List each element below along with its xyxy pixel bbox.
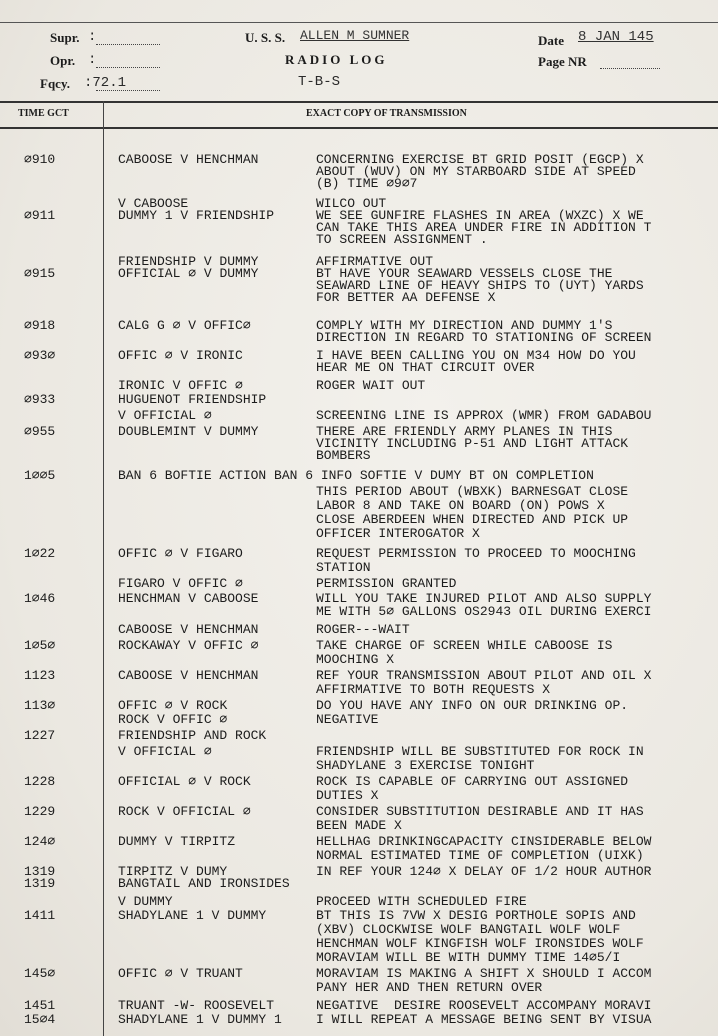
log-message: ROGER WAIT OUT xyxy=(316,378,426,393)
log-callsign: BAN 6 BOFTIE ACTION BAN 6 INFO SOFTIE V DUMY BT ON COMPLETION xyxy=(118,468,594,483)
log-callsign: OFFICIAL ∅ V ROCK xyxy=(118,774,251,789)
log-time: 113∅ xyxy=(24,698,56,713)
log-message: CONCERNING EXERCISE BT GRID POSIT (EGCP) X xyxy=(316,152,644,167)
opr-label: Opr. xyxy=(50,53,76,68)
log-message: PERMISSION GRANTED xyxy=(316,576,457,591)
log-message: MORAVIAM WILL BE WITH DUMMY TIME 14∅5/I xyxy=(316,950,621,965)
log-message: HEAR ME ON THAT CIRCUIT OVER xyxy=(316,360,535,375)
log-message: WE SEE GUNFIRE FLASHES IN AREA (WXZC) X WE xyxy=(316,208,644,223)
log-callsign: ROCK V OFFICIAL ∅ xyxy=(118,804,251,819)
log-time: ∅955 xyxy=(24,424,56,439)
log-time: 1∅5∅ xyxy=(24,638,56,653)
log-callsign: CALG G ∅ V OFFIC∅ xyxy=(118,318,251,333)
log-time: 1229 xyxy=(24,804,56,819)
column-header-top-rule xyxy=(0,101,718,103)
log-message: NORMAL ESTIMATED TIME OF COMPLETION (UIXK) xyxy=(316,848,644,863)
log-message: CAN TAKE THIS AREA UNDER FIRE IN ADDITION T xyxy=(316,220,652,235)
uss-label: U. S. S. xyxy=(245,30,286,45)
log-message: PROCEED WITH SCHEDULED FIRE xyxy=(316,894,527,909)
log-time: 1∅22 xyxy=(24,546,56,561)
time-column-header: TIME GCT xyxy=(18,108,69,119)
log-callsign: OFFIC ∅ V IRONIC xyxy=(118,348,243,363)
time-column-divider xyxy=(103,101,104,1036)
supr-line xyxy=(96,32,160,45)
log-message: REQUEST PERMISSION TO PROCEED TO MOOCHING xyxy=(316,546,636,561)
log-message: BT HAVE YOUR SEAWARD VESSELS CLOSE THE xyxy=(316,266,613,281)
log-message: MORAVIAM IS MAKING A SHIFT X SHOULD I ACCOM xyxy=(316,966,652,981)
date-value: 8 JAN 145 xyxy=(578,29,654,45)
log-message: BEEN MADE X xyxy=(316,818,402,833)
log-message: AFFIRMATIVE OUT xyxy=(316,254,434,269)
log-message: VICINITY INCLUDING P-51 AND LIGHT ATTACK xyxy=(316,436,629,451)
log-callsign: TIRPITZ V DUMY xyxy=(118,864,228,879)
log-message: HELLHAG DRINKINGCAPACITY CINSIDERABLE BELOW xyxy=(316,834,652,849)
log-message: IN REF YOUR 124∅ X DELAY OF 1/2 HOUR AUTHOR xyxy=(316,864,652,879)
log-callsign: OFFIC ∅ V TRUANT xyxy=(118,966,243,981)
log-time: ∅933 xyxy=(24,392,56,407)
log-callsign: FRIENDSHIP V DUMMY xyxy=(118,254,259,269)
log-callsign: ROCK V OFFIC ∅ xyxy=(118,712,228,727)
log-time: ∅918 xyxy=(24,318,56,333)
log-message: TAKE CHARGE OF SCREEN WHILE CABOOSE IS xyxy=(316,638,613,653)
log-callsign: OFFIC ∅ V ROCK xyxy=(118,698,228,713)
log-message: I HAVE BEEN CALLING YOU ON M34 HOW DO YOU xyxy=(316,348,636,363)
log-message: REF YOUR TRANSMISSION ABOUT PILOT AND OIL X xyxy=(316,668,652,683)
log-callsign: V OFFICIAL ∅ xyxy=(118,408,212,423)
log-message: STATION xyxy=(316,560,371,575)
log-callsign: TRUANT -W- ROOSEVELT xyxy=(118,998,275,1013)
log-message: ROCK IS CAPABLE OF CARRYING OUT ASSIGNED xyxy=(316,774,629,789)
opr-line xyxy=(96,55,160,68)
log-time: ∅915 xyxy=(24,266,56,281)
log-message: SEAWARD LINE OF HEAVY SHIPS TO (UYT) YARDS xyxy=(316,278,644,293)
log-callsign: HUGUENOT FRIENDSHIP xyxy=(118,392,267,407)
log-callsign: SHADYLANE 1 V DUMMY xyxy=(118,908,267,923)
log-message: FRIENDSHIP WILL BE SUBSTITUTED FOR ROCK IN xyxy=(316,744,644,759)
log-callsign: DUMMY 1 V FRIENDSHIP xyxy=(118,208,275,223)
log-time: 1319 xyxy=(24,864,56,879)
log-callsign: SHADYLANE 1 V DUMMY 1 xyxy=(118,1012,282,1027)
log-time: 1∅∅5 xyxy=(24,468,56,483)
fqcy-label: Fqcy. xyxy=(40,76,70,91)
log-message: THIS PERIOD ABOUT (WBXK) BARNESGAT CLOSE xyxy=(316,484,629,499)
log-time: ∅910 xyxy=(24,152,56,167)
log-message: BOMBERS xyxy=(316,448,371,463)
log-time: 1319 xyxy=(24,876,56,891)
log-callsign: CABOOSE V HENCHMAN xyxy=(118,152,259,167)
log-time: 1∅46 xyxy=(24,591,56,606)
fqcy-line xyxy=(96,78,160,91)
log-message: DIRECTION IN REGARD TO STATIONING OF SCREEN xyxy=(316,330,652,345)
log-callsign: V CABOOSE xyxy=(118,196,189,211)
transmission-column-header: EXACT COPY OF TRANSMISSION xyxy=(306,108,467,119)
log-callsign: OFFICIAL ∅ V DUMMY xyxy=(118,266,259,281)
log-title: RADIO LOG xyxy=(285,52,388,67)
column-header-bottom-rule xyxy=(0,127,718,129)
log-message: ABOUT (WUV) ON MY STARBOARD SIDE AT SPEED xyxy=(316,164,636,179)
page-label: Page NR xyxy=(538,54,587,69)
log-time: ∅911 xyxy=(24,208,56,223)
date-label: Date xyxy=(538,33,564,48)
log-callsign: DUMMY V TIRPITZ xyxy=(118,834,236,849)
log-callsign: V OFFICIAL ∅ xyxy=(118,744,212,759)
log-message: HENCHMAN WOLF KINGFISH WOLF IRONSIDES WOLF xyxy=(316,936,644,951)
log-message: OFFICER INTEROGATOR X xyxy=(316,526,480,541)
log-callsign: CABOOSE V HENCHMAN xyxy=(118,622,259,637)
log-callsign: CABOOSE V HENCHMAN xyxy=(118,668,259,683)
log-callsign: HENCHMAN V CABOOSE xyxy=(118,591,259,606)
log-message: FOR BETTER AA DEFENSE X xyxy=(316,290,496,305)
log-callsign: V DUMMY xyxy=(118,894,173,909)
log-message: DO YOU HAVE ANY INFO ON OUR DRINKING OP. xyxy=(316,698,629,713)
opr-value: : xyxy=(88,52,97,68)
log-message: ROGER---WAIT xyxy=(316,622,410,637)
ship-name: ALLEN M SUMNER xyxy=(300,28,410,43)
log-message: LABOR 8 AND TAKE ON BOARD (ON) POWS X xyxy=(316,498,605,513)
log-message: NEGATIVE xyxy=(316,712,379,727)
log-message: NEGATIVE DESIRE ROOSEVELT ACCOMPANY MORAVI xyxy=(316,998,652,1013)
log-message: WILCO OUT xyxy=(316,196,387,211)
log-message: COMPLY WITH MY DIRECTION AND DUMMY 1'S xyxy=(316,318,613,333)
log-callsign: DOUBLEMINT V DUMMY xyxy=(118,424,259,439)
top-rule xyxy=(0,22,718,23)
log-time: 1451 xyxy=(24,998,56,1013)
log-message: TO SCREEN ASSIGNMENT . xyxy=(316,232,488,247)
log-time: 1123 xyxy=(24,668,56,683)
log-message: THERE ARE FRIENDLY ARMY PLANES IN THIS xyxy=(316,424,613,439)
log-message: CLOSE ABERDEEN WHEN DIRECTED AND PICK UP xyxy=(316,512,629,527)
log-time: 124∅ xyxy=(24,834,56,849)
log-message: (B) TIME ∅9∅7 xyxy=(316,176,418,191)
log-message: SCREENING LINE IS APPROX (WMR) FROM GADABOU xyxy=(316,408,652,423)
log-time: 1227 xyxy=(24,728,56,743)
log-message: DUTIES X xyxy=(316,788,379,803)
log-time: 1411 xyxy=(24,908,56,923)
log-message: BT THIS IS 7VW X DESIG PORTHOLE SOPIS AND xyxy=(316,908,636,923)
log-time: 15∅4 xyxy=(24,1012,56,1027)
log-message: I WILL REPEAT A MESSAGE BEING SENT BY VISUA xyxy=(316,1012,652,1027)
log-code: T-B-S xyxy=(298,74,341,90)
log-message: CONSIDER SUBSTITUTION DESIRABLE AND IT HAS xyxy=(316,804,644,819)
log-message: SHADYLANE 3 EXERCISE TONIGHT xyxy=(316,758,535,773)
log-callsign: FRIENDSHIP AND ROCK xyxy=(118,728,267,743)
log-callsign: OFFIC ∅ V FIGARO xyxy=(118,546,243,561)
supr-label: Supr. xyxy=(50,30,80,45)
supr-value: : xyxy=(88,29,97,45)
log-message: (XBV) CLOCKWISE WOLF BANGTAIL WOLF WOLF xyxy=(316,922,621,937)
log-message: WILL YOU TAKE INJURED PILOT AND ALSO SUPPLY xyxy=(316,591,652,606)
log-message: AFFIRMATIVE TO BOTH REQUESTS X xyxy=(316,682,551,697)
log-callsign: FIGARO V OFFIC ∅ xyxy=(118,576,243,591)
fqcy-value: :72.1 xyxy=(84,75,127,91)
log-callsign: IRONIC V OFFIC ∅ xyxy=(118,378,243,393)
log-time: 145∅ xyxy=(24,966,56,981)
log-message: MOOCHING X xyxy=(316,652,395,667)
log-callsign: ROCKAWAY V OFFIC ∅ xyxy=(118,638,259,653)
log-message: ME WITH 5∅ GALLONS OS2943 OIL DURING EXERCI xyxy=(316,604,652,619)
page-line xyxy=(600,56,660,69)
log-time: 1228 xyxy=(24,774,56,789)
log-time: ∅93∅ xyxy=(24,348,56,363)
log-message: PANY HER AND THEN RETURN OVER xyxy=(316,980,543,995)
log-callsign: BANGTAIL AND IRONSIDES xyxy=(118,876,290,891)
